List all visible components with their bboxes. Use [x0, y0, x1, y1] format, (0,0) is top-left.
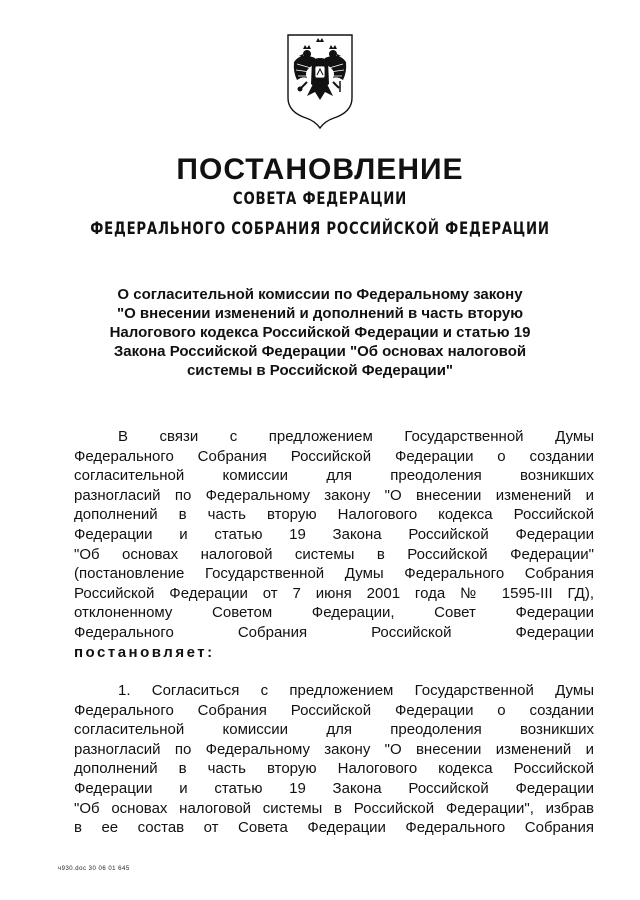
paragraph-line: согласительной комиссии для преодоления возникших: [74, 721, 594, 739]
issuer-line-1: СОВЕТА ФЕДЕРАЦИИ: [232, 189, 408, 209]
paragraph-line: разногласий по Федеральному закону "О внесении изменений и: [74, 486, 594, 504]
paragraph-line: Федерального Собрания Российской Федерации о создании: [74, 447, 594, 465]
subject-line: системы в Российской Федерации": [186, 362, 454, 379]
paragraph-line: Федерации и статью 19 Закона Российской Федерации: [74, 525, 594, 543]
paragraph-line: разногласий по Федеральному закону "О внесении изменений и: [74, 740, 594, 758]
subject-line: Закона Российской Федерации "Об основах налоговой: [113, 343, 527, 360]
paragraph-line: Федерального Собрания Российской Федерации: [74, 623, 594, 641]
coat-of-arms-emblem: [285, 32, 355, 130]
paragraph-line: Федерации и статью 19 Закона Российской Федерации: [74, 779, 594, 797]
subject-line: "О внесении изменений и дополнений в часть вторую: [116, 305, 524, 322]
paragraph-line: "Об основах налоговой системы в Российской Федерации": [74, 545, 594, 563]
preamble-paragraph: [74, 427, 594, 662]
paragraph-line: (постановление Государственной Думы Федерального Собрания: [74, 565, 594, 583]
paragraph-line: дополнений в часть вторую Налогового кодекса Российской: [74, 760, 594, 778]
clause-1-paragraph: [74, 681, 594, 838]
paragraph-line: отклоненному Советом Федерации, Совет Федерации: [74, 604, 594, 622]
subject-line: Налогового кодекса Российской Федерации и статью 19: [109, 324, 531, 341]
paragraph-line: согласительной комиссии для преодоления возникших: [74, 467, 594, 485]
paragraph-line: 1. Согласиться с предложением Государственной Думы: [118, 682, 594, 699]
paragraph-line: Российской Федерации от 7 июня 2001 года № 1595-III ГД),: [74, 584, 594, 602]
paragraph-line: Федерального Собрания Российской Федерации о создании: [74, 701, 594, 719]
subject-line: О согласительной комиссии по Федеральному закону: [117, 286, 523, 303]
issuer-line-2: ФЕДЕРАЛЬНОГО СОБРАНИЯ РОССИЙСКОЙ ФЕДЕРАЦИИ: [90, 219, 550, 239]
document-type-heading: ПОСТАНОВЛЕНИЕ: [176, 153, 464, 186]
paragraph-line: "Об основах налоговой системы в Российской Федерации", избрав: [74, 799, 594, 817]
file-reference-footer: ч930.doc 30 06 01 645: [58, 866, 130, 872]
paragraph-line: В связи с предложением Государственной Думы: [118, 428, 594, 445]
paragraph-line: дополнений в часть вторую Налогового кодекса Российской: [74, 506, 594, 524]
paragraph-line: в ее состав от Совета Федерации Федерального Собрания: [74, 819, 594, 837]
document-subject-title: [70, 285, 570, 380]
double-headed-eagle-icon: [285, 32, 355, 130]
resolves-keyword: постановляет:: [74, 643, 215, 661]
